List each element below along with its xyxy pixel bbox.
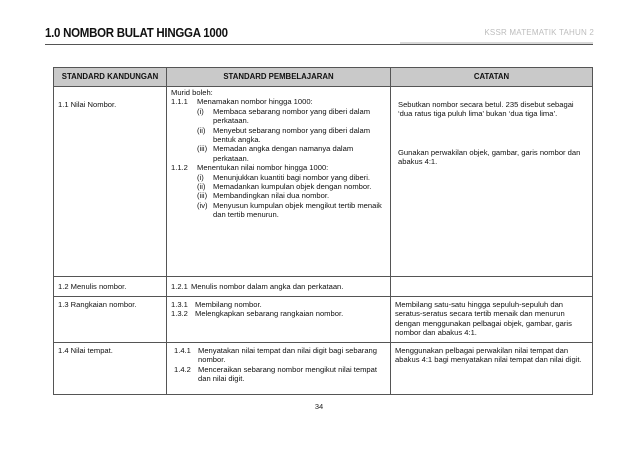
learning-substandard: (i) Menunjukkan kuantiti bagi nombor yang diberi. <box>197 172 371 182</box>
catatan-cell <box>391 277 593 297</box>
standards-table <box>53 67 593 395</box>
table-row <box>54 297 593 343</box>
learning-standard: 1.4.2 Menceraikan sebarang nombor mengikut nilai tempat dan nilai digit. <box>174 364 377 384</box>
column-header-kandungan: STANDARD KANDUNGAN <box>54 68 167 87</box>
table-row <box>54 343 593 395</box>
kandungan-text: 1.1 Nilai Nombor. <box>58 100 117 109</box>
kandungan-cell <box>54 297 167 343</box>
catatan-cell <box>391 87 593 277</box>
learning-standard: 1.1.1 Menamakan nombor hingga 1000: <box>171 97 313 107</box>
learning-standard: 1.2.1 Menulis nombor dalam angka dan perkataan. <box>171 281 344 291</box>
learning-substandard: (iii) Memadan angka dengan namanya dalam perkataan. <box>197 144 354 163</box>
learning-standard: 1.3.2 Melengkapkan sebarang rangkaian nombor. <box>171 309 344 319</box>
kandungan-text: 1.2 Menulis nombor. <box>58 281 127 291</box>
learning-substandard: (iii) Membandingkan nilai dua nombor. <box>197 191 330 201</box>
pembelajaran-cell <box>167 297 391 343</box>
catatan-text: Menggunakan pelbagai perwakilan nilai tempat dan abakus 4:1 bagi menyatakan nilai tempat dan nilai digit. <box>395 346 582 365</box>
learning-substandard: (ii) Memadankan kumpulan objek dengan nombor. <box>197 182 372 192</box>
kandungan-cell <box>54 277 167 297</box>
pembelajaran-cell <box>167 277 391 297</box>
catatan-text: Gunakan perwakilan objek, gambar, garis nombor dan abakus 4:1. <box>398 147 581 167</box>
learning-substandard: (i) Membaca sebarang nombor yang diberi dalam perkataan. <box>197 106 371 126</box>
learning-standard: 1.1.2 Menentukan nilai nombor hingga 1000: <box>171 163 329 173</box>
kandungan-cell <box>54 87 167 277</box>
column-header-pembelajaran: STANDARD PEMBELAJARAN <box>167 68 391 87</box>
catatan-text: Sebutkan nombor secara betul. 235 disebut sebagai ‘dua ratus tiga puluh lima’ bukan ‘dua tiga lima’. <box>398 100 574 119</box>
table-row <box>54 277 593 297</box>
kandungan-text: 1.3 Rangkaian nombor. <box>58 300 137 309</box>
kandungan-cell <box>54 343 167 395</box>
pembelajaran-cell <box>167 87 391 277</box>
catatan-cell <box>391 343 593 395</box>
header-subject: KSSR MATEMATIK TAHUN 2 <box>484 28 594 37</box>
column-header-catatan: CATATAN <box>391 68 593 87</box>
learning-substandard: (iv) Menyusun kumpulan objek mengikut tertib menaik dan tertib menurun. <box>197 200 382 220</box>
page-number: 34 <box>314 402 324 411</box>
table-header-row <box>54 68 593 87</box>
learning-standard: 1.4.1 Menyatakan nilai tempat dan nilai digit bagi sebarang nombor. <box>174 346 377 365</box>
pembelajaran-cell <box>167 343 391 395</box>
header-rule <box>45 44 593 45</box>
catatan-text: Membilang satu-satu hingga sepuluh-sepuluh dan seratus-seratus secara tertib menaik dan menurun dengan menggunakan pelbagai objek, gambar, garis nombor dan abakus 4:1. <box>395 300 572 338</box>
intro-text: Murid boleh: <box>171 88 213 97</box>
catatan-cell <box>391 297 593 343</box>
page-title: 1.0 NOMBOR BULAT HINGGA 1000 <box>45 26 228 40</box>
kandungan-text: 1.4 Nilai tempat. <box>58 346 113 355</box>
table-row <box>54 87 593 277</box>
learning-substandard: (ii) Menyebut sebarang nombor yang diberi dalam bentuk angka. <box>197 125 371 145</box>
learning-standard: 1.3.1 Membilang nombor. <box>171 300 262 309</box>
